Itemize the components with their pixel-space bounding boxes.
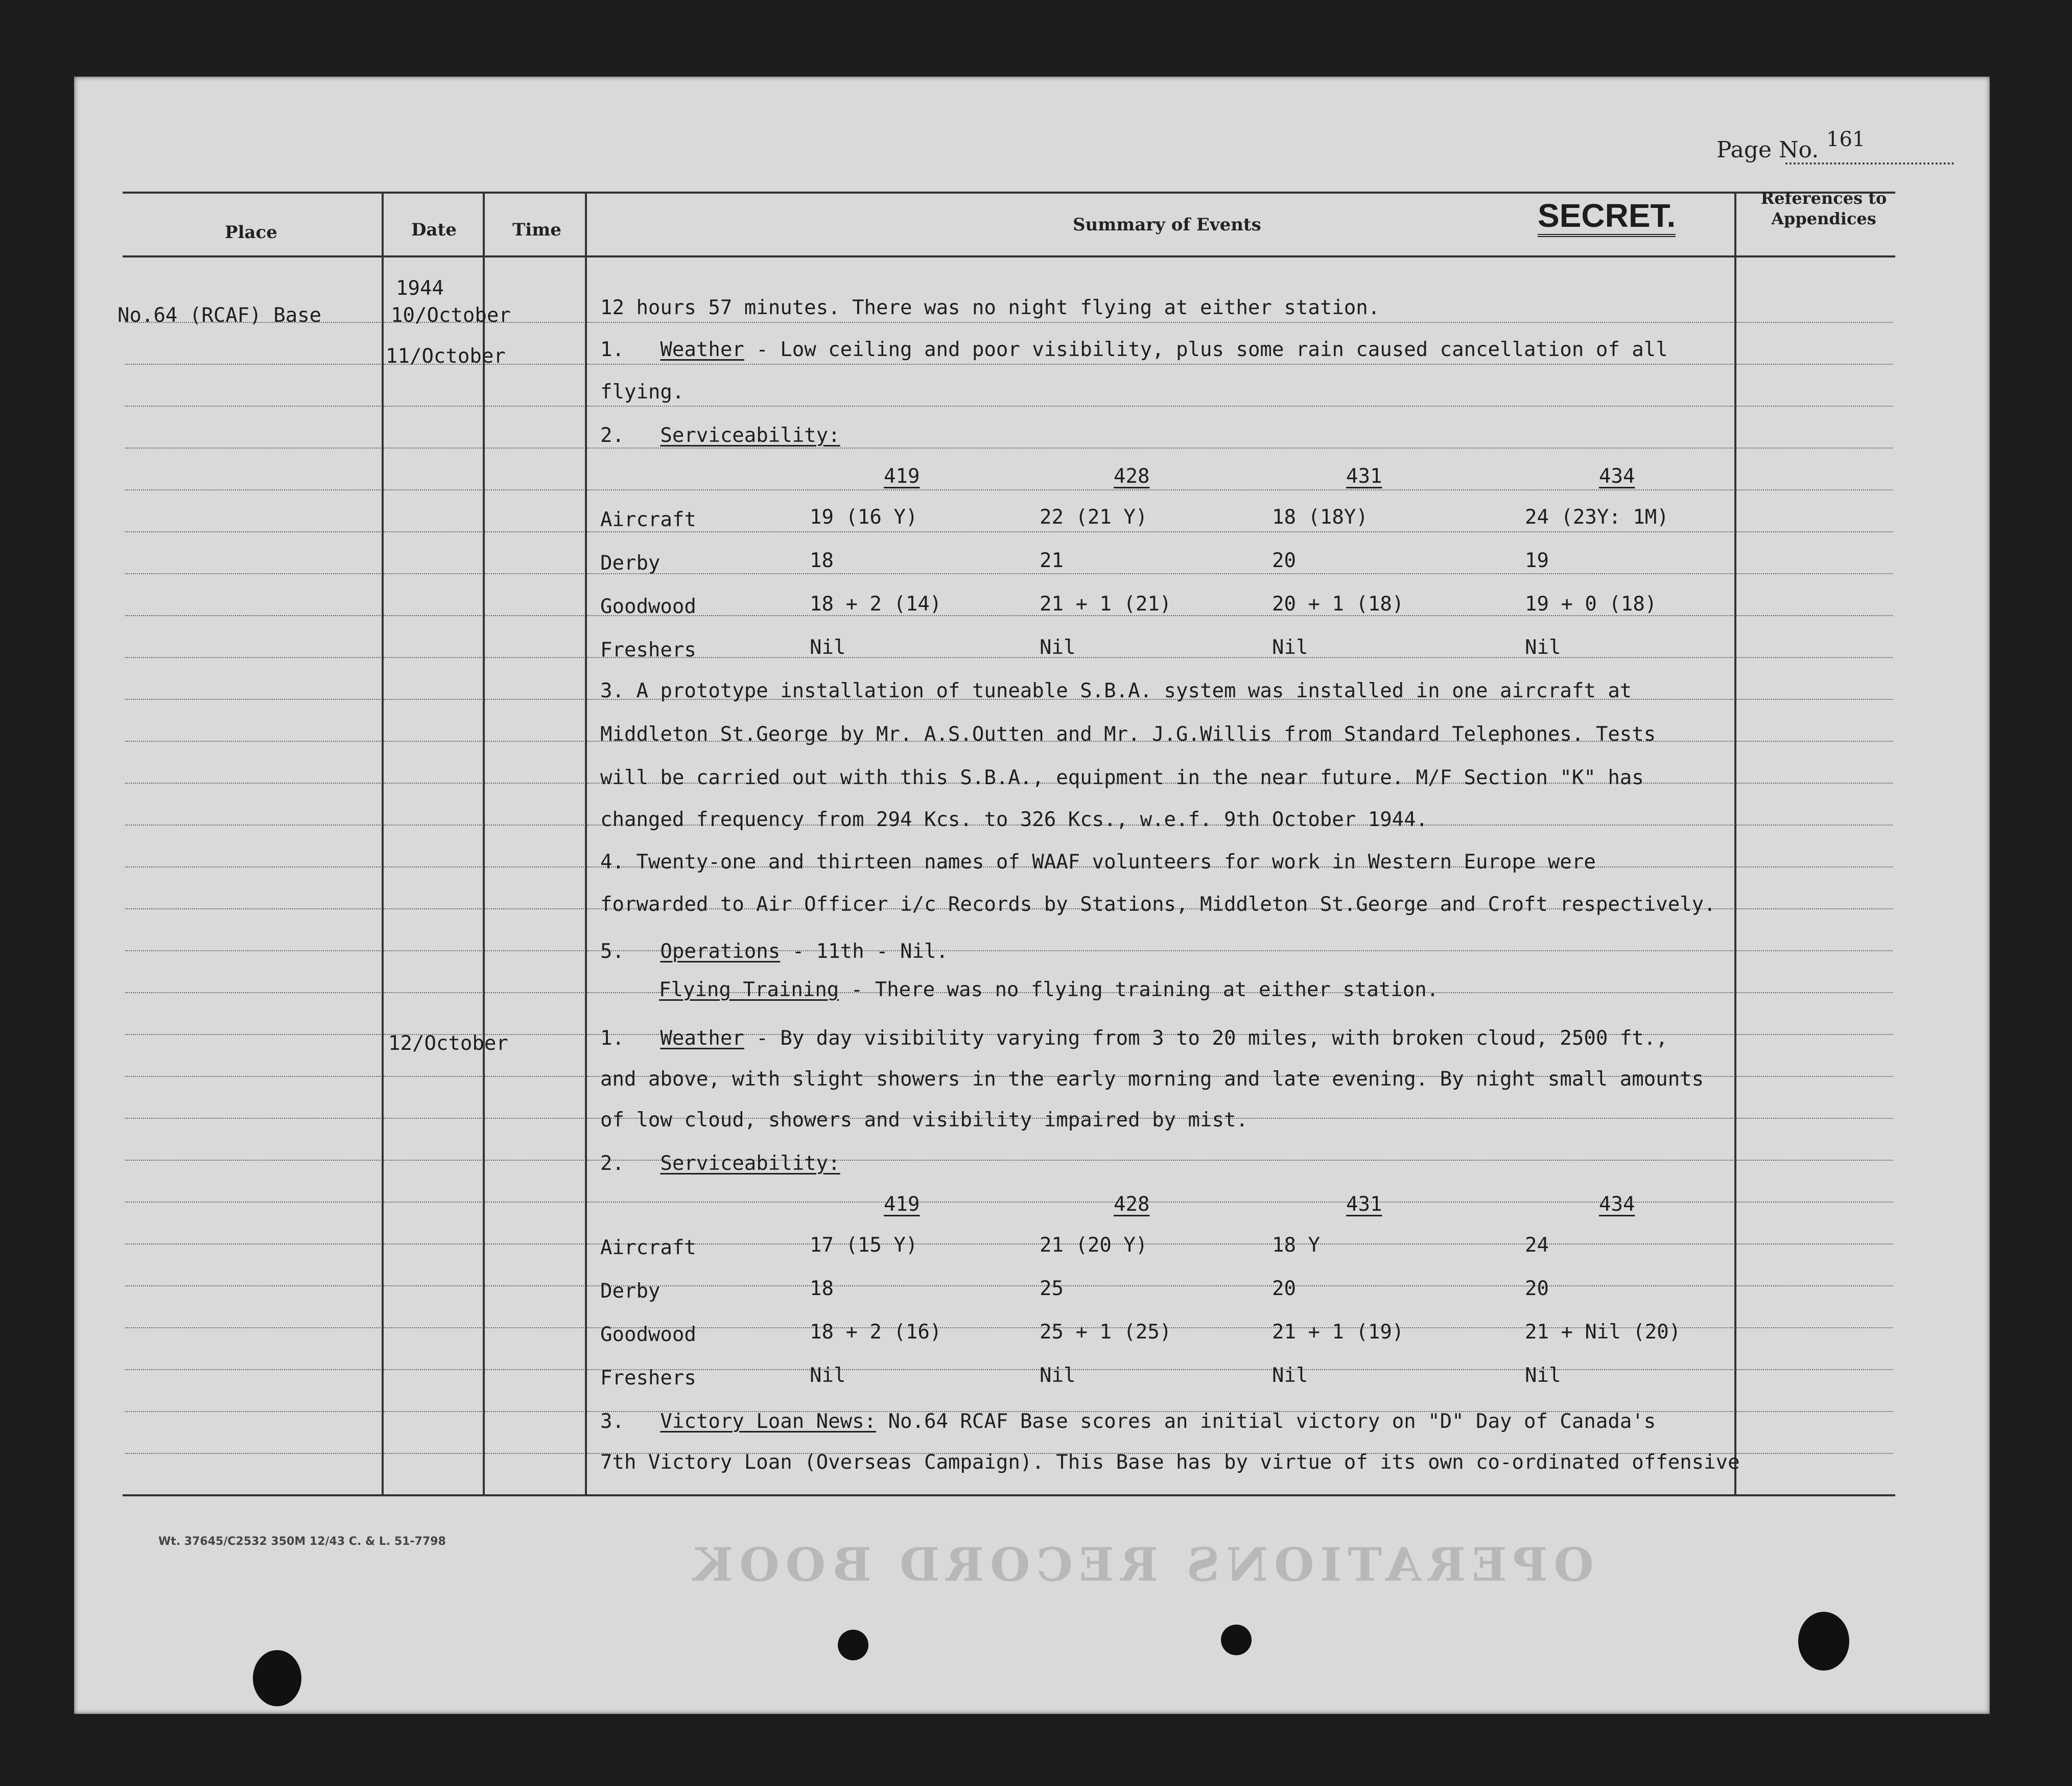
serviceability-cell: 25 (1040, 1277, 1064, 1300)
ruled-line (485, 1327, 584, 1328)
serviceability-cell: Nil (1040, 636, 1076, 659)
victory-loan-heading: Victory Loan News: (660, 1410, 877, 1433)
ruled-line (1736, 1453, 1893, 1454)
ruled-line (587, 364, 1733, 365)
page-number-line (1785, 162, 1954, 165)
entry-year: 1944 (396, 277, 444, 300)
ruled-line (485, 615, 584, 616)
weather-text: - By day visibility varying from 3 to 20 miles, with broken cloud, 2500 ft., (744, 1027, 1668, 1050)
ruled-line (1736, 1411, 1893, 1412)
ruled-line (587, 1243, 1733, 1244)
ruled-line (1736, 992, 1893, 993)
summary-line: 3. A prototype installation of tuneable S.B.A. system was installed in one aircraft at (600, 679, 1632, 702)
ruled-line (485, 741, 584, 742)
serviceability-cell: 22 (21 Y) (1040, 506, 1148, 529)
serviceability-cell: 17 (15 Y) (810, 1234, 918, 1257)
ruled-line (1736, 1369, 1893, 1370)
ruled-line (1736, 1327, 1893, 1328)
ruled-line (125, 1243, 381, 1244)
form-footer-code: Wt. 37645/C2532 350M 12/43 C. & L. 51-7798 (158, 1535, 446, 1548)
ruled-line (485, 1118, 584, 1119)
summary-line (600, 338, 1668, 361)
ruled-line (384, 406, 482, 407)
serviceability-cell: Nil (1272, 1364, 1308, 1387)
ruled-line (384, 1453, 482, 1454)
ruled-line (384, 1076, 482, 1077)
victory-loan-text: No.64 RCAF Base scores an initial victory on "D" Day of Canada's (876, 1410, 1656, 1433)
weather-heading: Weather (660, 1027, 744, 1050)
time-summary-divider (585, 192, 587, 1494)
summary-line (600, 1027, 1668, 1050)
date-10-october: 10/October (391, 304, 511, 327)
summary-line: 7th Victory Loan (Overseas Campaign). This Base has by virtue of its own co-ordinated offensive (600, 1451, 1740, 1474)
operations-heading: Operations (660, 940, 781, 963)
summary-line: flying. (600, 381, 685, 404)
ruled-line (485, 992, 584, 993)
ruled-line (125, 364, 381, 365)
serviceability-row-label: Aircraft (600, 1236, 696, 1259)
serviceability-cell: Nil (810, 1364, 846, 1387)
serviceability-row-label: Goodwood (600, 1323, 696, 1346)
ruled-line (485, 573, 584, 574)
squadron-431-heading: 431 (1346, 1193, 1382, 1216)
weather-heading: Weather (660, 338, 744, 361)
ruled-line (384, 1160, 482, 1161)
squadron-428-heading: 428 (1114, 1193, 1150, 1216)
ruled-line (587, 1285, 1733, 1286)
ruled-line (384, 1327, 482, 1328)
ruled-line (485, 950, 584, 951)
serviceability-row-label: Aircraft (600, 508, 696, 531)
ruled-line (384, 825, 482, 826)
ruled-line (485, 1202, 584, 1203)
ruled-line (125, 1327, 381, 1328)
summary-line (600, 1152, 840, 1175)
serviceability-cell: 20 (1272, 549, 1296, 572)
serviceability-cell: 18 (810, 549, 834, 572)
ruled-line (485, 783, 584, 784)
ruled-line (384, 573, 482, 574)
date-11-october: 11/October (386, 345, 506, 368)
ruled-line (485, 489, 584, 490)
serviceability-cell: 21 + 1 (21) (1040, 593, 1172, 616)
operations-text: - 11th - Nil. (780, 940, 948, 963)
ruled-line (125, 741, 381, 742)
ruled-line (485, 825, 584, 826)
ruled-line (125, 1202, 381, 1203)
summary-line: 12 hours 57 minutes. There was no night flying at either station. (600, 296, 1380, 319)
ruled-line (587, 573, 1733, 574)
summary-line: will be carried out with this S.B.A., equipment in the near future. M/F Section "K" has (600, 766, 1644, 789)
ruled-line (485, 406, 584, 407)
ruled-line (125, 573, 381, 574)
ruled-line (125, 1118, 381, 1119)
ruled-line (1736, 657, 1893, 658)
summary-references-divider (1734, 192, 1736, 1494)
serviceability-row-label: Freshers (600, 1367, 696, 1390)
ruled-line (1736, 489, 1893, 490)
ruled-line (1736, 364, 1893, 365)
ruled-line (1736, 448, 1893, 449)
ruled-line (125, 1076, 381, 1077)
summary-line (600, 940, 948, 963)
ruled-line (1736, 406, 1893, 407)
ruled-line (125, 615, 381, 616)
summary-line (659, 978, 1439, 1001)
header-place: Place (225, 222, 277, 243)
punch-hole (253, 1650, 301, 1706)
serviceability-cell: 21 + Nil (20) (1525, 1321, 1681, 1344)
serviceability-cell: 21 + 1 (19) (1272, 1321, 1404, 1344)
serviceability-row-label: Derby (600, 552, 661, 575)
ruled-line (384, 489, 482, 490)
ruled-line (1736, 1243, 1893, 1244)
ruled-line (125, 950, 381, 951)
ruled-line (384, 741, 482, 742)
ruled-line (1736, 531, 1893, 532)
serviceability-cell: 20 (1272, 1277, 1296, 1300)
ruled-line (384, 783, 482, 784)
ruled-line (1736, 1160, 1893, 1161)
ruled-line (1736, 1202, 1893, 1203)
item-number: 5. (600, 940, 624, 963)
ruled-line (1736, 825, 1893, 826)
ruled-line (384, 908, 482, 909)
ruled-line (125, 866, 381, 867)
summary-line (600, 1410, 1656, 1433)
serviceability-cell: 20 + 1 (18) (1272, 593, 1404, 616)
ruled-line (1736, 783, 1893, 784)
ruled-line (384, 992, 482, 993)
ruled-line (125, 1285, 381, 1286)
ruled-line (384, 448, 482, 449)
summary-line: forwarded to Air Officer i/c Records by Stations, Middleton St.George and Croft respectively. (600, 893, 1716, 916)
serviceability-cell: 19 + 0 (18) (1525, 593, 1657, 616)
ruled-line (384, 531, 482, 532)
ruled-line (1736, 908, 1893, 909)
ruled-line (587, 531, 1733, 532)
serviceability-cell: 18 (810, 1277, 834, 1300)
serviceability-cell: 18 + 2 (16) (810, 1321, 942, 1344)
punch-hole (1221, 1625, 1252, 1655)
serviceability-cell: 21 (20 Y) (1040, 1234, 1148, 1257)
ruled-line (587, 1369, 1733, 1370)
serviceability-cell: 18 (18Y) (1272, 506, 1368, 529)
item-number: 2. (600, 424, 624, 447)
punch-hole (1798, 1612, 1849, 1671)
date-time-divider (483, 192, 485, 1494)
table-bottom-rule (123, 1494, 1895, 1496)
ruled-line (125, 1160, 381, 1161)
header-date: Date (411, 220, 457, 240)
summary-line: of low cloud, showers and visibility impaired by mist. (600, 1109, 1248, 1132)
ruled-line (1736, 741, 1893, 742)
ruled-line (1736, 322, 1893, 323)
serviceability-cell: Nil (1272, 636, 1308, 659)
serviceability-row-label: Derby (600, 1280, 661, 1303)
summary-line: Middleton St.George by Mr. A.S.Outten and Mr. J.G.Willis from Standard Telephones. Tests (600, 723, 1656, 746)
ruled-line (384, 1285, 482, 1286)
page-label: Page No. (1716, 137, 1819, 163)
ruled-line (485, 1411, 584, 1412)
ruled-line (1736, 866, 1893, 867)
serviceability-cell: 20 (1525, 1277, 1549, 1300)
page-number: 161 (1826, 128, 1866, 151)
bleed-through-watermark: OPERATIONS RECORD BOOK (687, 1538, 1594, 1592)
ruled-line (587, 657, 1733, 658)
ruled-line (485, 699, 584, 700)
serviceability-cell: 21 (1040, 549, 1064, 572)
ruled-line (125, 657, 381, 658)
ruled-line (384, 1118, 482, 1119)
serviceability-cell: Nil (1040, 1364, 1076, 1387)
summary-line: and above, with slight showers in the early morning and late evening. By night small amounts (600, 1068, 1704, 1091)
serviceability-heading: Serviceability: (660, 1152, 840, 1175)
squadron-428-heading: 428 (1114, 465, 1150, 488)
ruled-line (587, 1202, 1733, 1203)
ruled-line (1736, 950, 1893, 951)
flying-training-heading: Flying Training (659, 978, 839, 1001)
ruled-line (384, 615, 482, 616)
ruled-line (485, 531, 584, 532)
ruled-line (1736, 1118, 1893, 1119)
ruled-line (125, 406, 381, 407)
ruled-line (485, 1369, 584, 1370)
ruled-line (384, 657, 482, 658)
ruled-line (125, 1411, 381, 1412)
ruled-line (587, 322, 1733, 323)
ruled-line (1736, 699, 1893, 700)
punch-hole (838, 1630, 868, 1660)
ruled-line (125, 908, 381, 909)
item-number: 1. (600, 1027, 624, 1050)
serviceability-cell: Nil (1525, 1364, 1561, 1387)
ruled-line (125, 1034, 381, 1035)
ruled-line (1736, 573, 1893, 574)
ruled-line (587, 489, 1733, 490)
ruled-line (125, 783, 381, 784)
item-number: 1. (600, 338, 624, 361)
ruled-line (125, 531, 381, 532)
header-summary: Summary of Events (1073, 215, 1261, 235)
serviceability-row-label: Freshers (600, 639, 696, 662)
ruled-line (384, 1411, 482, 1412)
ruled-line (384, 1243, 482, 1244)
ruled-line (384, 866, 482, 867)
place-name: No.64 (RCAF) Base (117, 304, 322, 327)
item-number: 2. (600, 1152, 624, 1175)
serviceability-cell: 24 (23Y: 1M) (1525, 506, 1669, 529)
flying-training-text: - There was no flying training at either station. (839, 978, 1439, 1001)
serviceability-cell: 19 (1525, 549, 1549, 572)
serviceability-row-label: Goodwood (600, 595, 696, 618)
ruled-line (125, 992, 381, 993)
summary-line: 4. Twenty-one and thirteen names of WAAF volunteers for work in Western Europe were (600, 851, 1596, 874)
header-bottom-rule (123, 255, 1895, 257)
serviceability-cell: 24 (1525, 1234, 1549, 1257)
ruled-line (587, 448, 1733, 449)
ruled-line (125, 1369, 381, 1370)
squadron-431-heading: 431 (1346, 465, 1382, 488)
squadron-419-heading: 419 (884, 465, 920, 488)
ruled-line (485, 448, 584, 449)
ruled-line (1736, 1285, 1893, 1286)
ruled-line (125, 825, 381, 826)
ruled-line (1736, 615, 1893, 616)
record-sheet (74, 77, 1990, 1714)
table-top-rule (123, 192, 1895, 194)
ruled-line (485, 1243, 584, 1244)
weather-text: - Low ceiling and poor visibility, plus some rain caused cancellation of all (744, 338, 1668, 361)
secret-stamp: SECRET. (1538, 199, 1676, 237)
serviceability-cell: 18 + 2 (14) (810, 593, 942, 616)
ruled-line (485, 866, 584, 867)
date-12-october: 12/October (388, 1032, 508, 1055)
ruled-line (125, 699, 381, 700)
summary-line: changed frequency from 294 Kcs. to 326 Kcs., w.e.f. 9th October 1944. (600, 808, 1428, 831)
ruled-line (384, 1202, 482, 1203)
summary-line (600, 424, 840, 447)
serviceability-cell: Nil (810, 636, 846, 659)
ruled-line (384, 950, 482, 951)
place-date-divider (382, 192, 384, 1494)
serviceability-cell: 18 Y (1272, 1234, 1320, 1257)
item-number: 3. (600, 1410, 624, 1433)
ruled-line (485, 1076, 584, 1077)
ruled-line (384, 699, 482, 700)
ruled-line (1736, 1076, 1893, 1077)
squadron-434-heading: 434 (1599, 465, 1635, 488)
squadron-434-heading: 434 (1599, 1193, 1635, 1216)
ruled-line (485, 1453, 584, 1454)
ruled-line (125, 1453, 381, 1454)
ruled-line (1736, 1034, 1893, 1035)
ruled-line (485, 908, 584, 909)
serviceability-cell: Nil (1525, 636, 1561, 659)
serviceability-cell: 25 + 1 (25) (1040, 1321, 1172, 1344)
ruled-line (587, 406, 1733, 407)
ruled-line (384, 1369, 482, 1370)
header-time: Time (512, 220, 561, 240)
squadron-419-heading: 419 (884, 1193, 920, 1216)
ruled-line (485, 1285, 584, 1286)
serviceability-cell: 19 (16 Y) (810, 506, 918, 529)
ruled-line (125, 448, 381, 449)
ruled-line (485, 1160, 584, 1161)
serviceability-heading: Serviceability: (660, 424, 840, 447)
ruled-line (125, 489, 381, 490)
ruled-line (485, 657, 584, 658)
header-references: References to Appendices (1760, 189, 1887, 228)
